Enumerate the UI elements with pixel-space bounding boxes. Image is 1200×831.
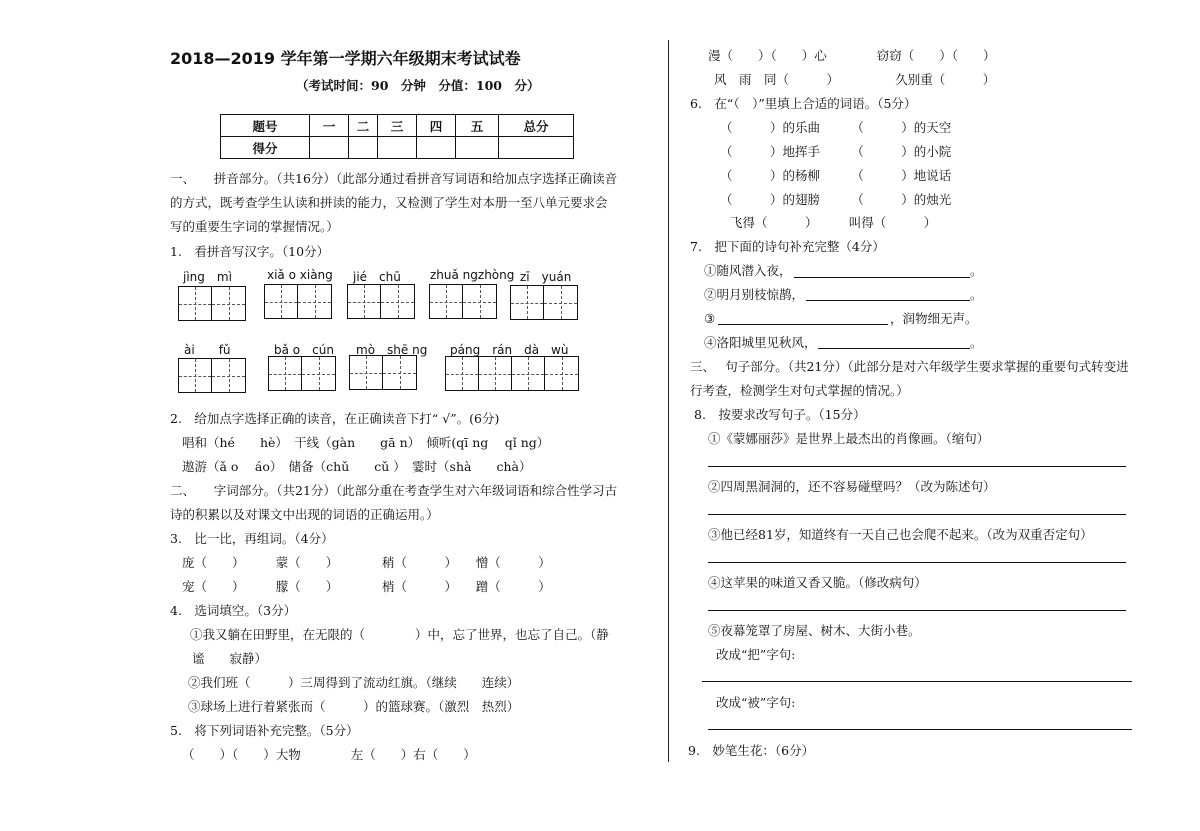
question-4-item1: ①我又躺在田野里，在无限的（ ）中，忘了世界，也忘了自己。（静 [190, 627, 609, 642]
score-input-cell[interactable] [349, 137, 378, 159]
writing-grid[interactable] [178, 358, 246, 393]
exam-subtitle: （考试时间：90 分钟 分值：100 分） [296, 78, 540, 93]
score-table [220, 114, 574, 159]
writing-grid[interactable] [445, 356, 579, 391]
question-7-title: 7. 把下面的诗句补充完整（4分） [690, 239, 885, 254]
answer-line[interactable] [708, 466, 1126, 467]
question-5-line1: （ ）（ ）大物 左（ ）右（ ） [182, 747, 476, 762]
score-header-cell: 二 [349, 115, 378, 137]
question-8-item5-ba: 改成“把”字句: [716, 647, 796, 662]
pinyin-label: jìng mì [183, 270, 232, 284]
question-6-line4: （ ）的翅膀 （ ）的烛光 [720, 192, 952, 207]
answer-blank[interactable] [718, 324, 888, 325]
question-2-title: 2. 给加点字选择正确的读音，在正确读音下打“ √”。(6分) [170, 411, 500, 426]
question-5-line3: 风 雨 同（ ） 久别重（ ） [714, 72, 996, 87]
score-header-cell: 总分 [499, 115, 574, 137]
question-6-line1: （ ）的乐曲 （ ）的天空 [720, 120, 952, 135]
writing-grid[interactable] [178, 286, 246, 321]
score-input-cell[interactable] [456, 137, 499, 159]
question-6-line5: 飞得（ ） 叫得（ ） [730, 215, 937, 230]
question-9-title: 9. 妙笔生花：（6分） [688, 743, 815, 758]
pinyin-label: bǎ o cún [274, 343, 334, 357]
answer-blank[interactable] [794, 277, 970, 278]
column-divider [668, 40, 669, 762]
score-table-score-row [221, 137, 574, 159]
pinyin-label: xiǎ o xiàng [267, 268, 333, 282]
writing-grid[interactable] [349, 355, 417, 390]
section1-desc-line3: 写的重要生字词的掌握情况。） [170, 219, 339, 234]
pinyin-label: jié chū [353, 270, 401, 284]
answer-line[interactable] [708, 514, 1126, 515]
answer-line[interactable] [708, 610, 1126, 611]
question-8-item1: ①《蒙娜丽莎》是世界上最杰出的肖像画。（缩句） [708, 431, 990, 446]
writing-grid[interactable] [347, 284, 415, 319]
pinyin-label: zhuǎ ngzhòng [430, 268, 515, 282]
poem-period: 。 [970, 287, 983, 302]
pinyin-label: páng rán dà wù [450, 343, 569, 357]
poem-line3-prompt: ③ [704, 311, 716, 326]
question-4-title: 4. 选词填空。（3分） [170, 603, 297, 618]
score-header-cell: 三 [378, 115, 417, 137]
question-2-line1: 唱和（hé hè） 干线（gàn gā n） 倾听(qī ng qǐ ng） [182, 435, 550, 450]
section2-desc-line2: 诗的积累以及对课文中出现的词语的正确运用。） [170, 507, 439, 522]
score-table-header-row [221, 115, 574, 137]
score-header-cell: 四 [417, 115, 456, 137]
poem-line2-prompt: ②明月别枝惊鹊， [704, 287, 805, 302]
score-header-cell: 五 [456, 115, 499, 137]
question-8-item2: ②四周黑洞洞的，还不容易碰壁吗？（改为陈述句） [708, 479, 996, 494]
score-input-cell[interactable] [417, 137, 456, 159]
section1-desc-line1: 一、 拼音部分。（共16分）（此部分通过看拼音写词语和给加点字选择正确读音 [170, 171, 618, 186]
section3-desc-line1: 三、 句子部分。（共21分）（此部分是对六年级学生要求掌握的重要句式转变进 [690, 359, 1129, 374]
score-header-cell: 一 [310, 115, 349, 137]
score-input-cell[interactable] [499, 137, 574, 159]
writing-grid[interactable] [268, 356, 336, 391]
writing-grid[interactable] [264, 284, 332, 319]
question-6-line3: （ ）的杨柳 （ ）地说话 [720, 168, 952, 183]
poem-line1-prompt: ①随风潜入夜， [704, 263, 792, 278]
question-6-title: 6. 在“（ ）”里填上合适的词语。（5分） [690, 96, 917, 111]
answer-blank[interactable] [818, 348, 970, 349]
question-3-title: 3. 比一比，再组词。（4分） [170, 531, 334, 546]
question-2-line2: 遨游（ǎ o áo） 储备（chǔ cǔ ） 霎时（shà chà） [182, 459, 532, 474]
answer-line[interactable] [708, 562, 1126, 563]
question-8-title: 8. 按要求改写句子。（15分） [694, 407, 866, 422]
score-input-cell[interactable] [378, 137, 417, 159]
question-4-item3: ③球场上进行着紧张而（ ）的篮球赛。（激烈 热烈） [188, 699, 520, 714]
question-6-line2: （ ）地挥手 （ ）的小院 [720, 144, 952, 159]
poem-line3-suffix: ，润物细无声。 [890, 311, 978, 326]
pinyin-label: zī yuán [520, 270, 572, 284]
question-5-line2: 漫（ ）（ ）心 窃窃（ ）（ ） [708, 48, 996, 63]
question-4-item2: ②我们班（ ）三周得到了流动红旗。（继续 连续） [188, 675, 520, 690]
score-input-cell[interactable] [310, 137, 349, 159]
question-3-line2: 宠（ ） 朦（ ） 梢（ ） 蹭（ ） [182, 579, 551, 594]
question-3-line1: 庞（ ） 蒙（ ） 稍（ ） 憎（ ） [182, 555, 551, 570]
question-8-item3: ③他已经81岁，知道终有一天自己也会爬不起来。（改为双重否定句） [708, 527, 1093, 542]
answer-line[interactable] [708, 729, 1132, 730]
score-header-cell: 题号 [221, 115, 310, 137]
poem-period: 。 [970, 263, 983, 278]
question-8-item4: ④这苹果的味道又香又脆。（修改病句） [708, 575, 927, 590]
question-1-title: 1. 看拼音写汉字。（10分） [170, 244, 330, 259]
poem-period: 。 [970, 335, 983, 350]
pinyin-label: mò shē ng [356, 343, 428, 357]
answer-line[interactable] [702, 681, 1132, 682]
section3-desc-line2: 行考查，检测学生对句式掌握的情况。） [690, 383, 909, 398]
score-row-label: 得分 [221, 137, 310, 159]
question-5-title: 5. 将下列词语补充完整。（5分） [170, 723, 359, 738]
answer-blank[interactable] [806, 300, 970, 301]
exam-title: 2018—2019 学年第一学期六年级期末考试试卷 [170, 49, 521, 68]
poem-line4-prompt: ④洛阳城里见秋风， [704, 335, 817, 350]
question-4-item1-cont: 谧 寂静） [192, 651, 268, 666]
question-8-item5: ⑤夜幕笼罩了房屋、树木、大街小巷。 [708, 623, 921, 638]
writing-grid[interactable] [510, 285, 578, 320]
writing-grid[interactable] [429, 284, 497, 319]
question-8-item5-bei: 改成“被”字句: [716, 695, 796, 710]
pinyin-label: ài fǔ [184, 343, 231, 357]
section2-desc-line1: 二、 字词部分。（共21分）（此部分重在考查学生对六年级词语和综合性学习古 [170, 483, 618, 498]
section1-desc-line2: 的方式，既考查学生认读和拼读的能力，又检测了学生对本册一至八单元要求会 [170, 195, 608, 210]
